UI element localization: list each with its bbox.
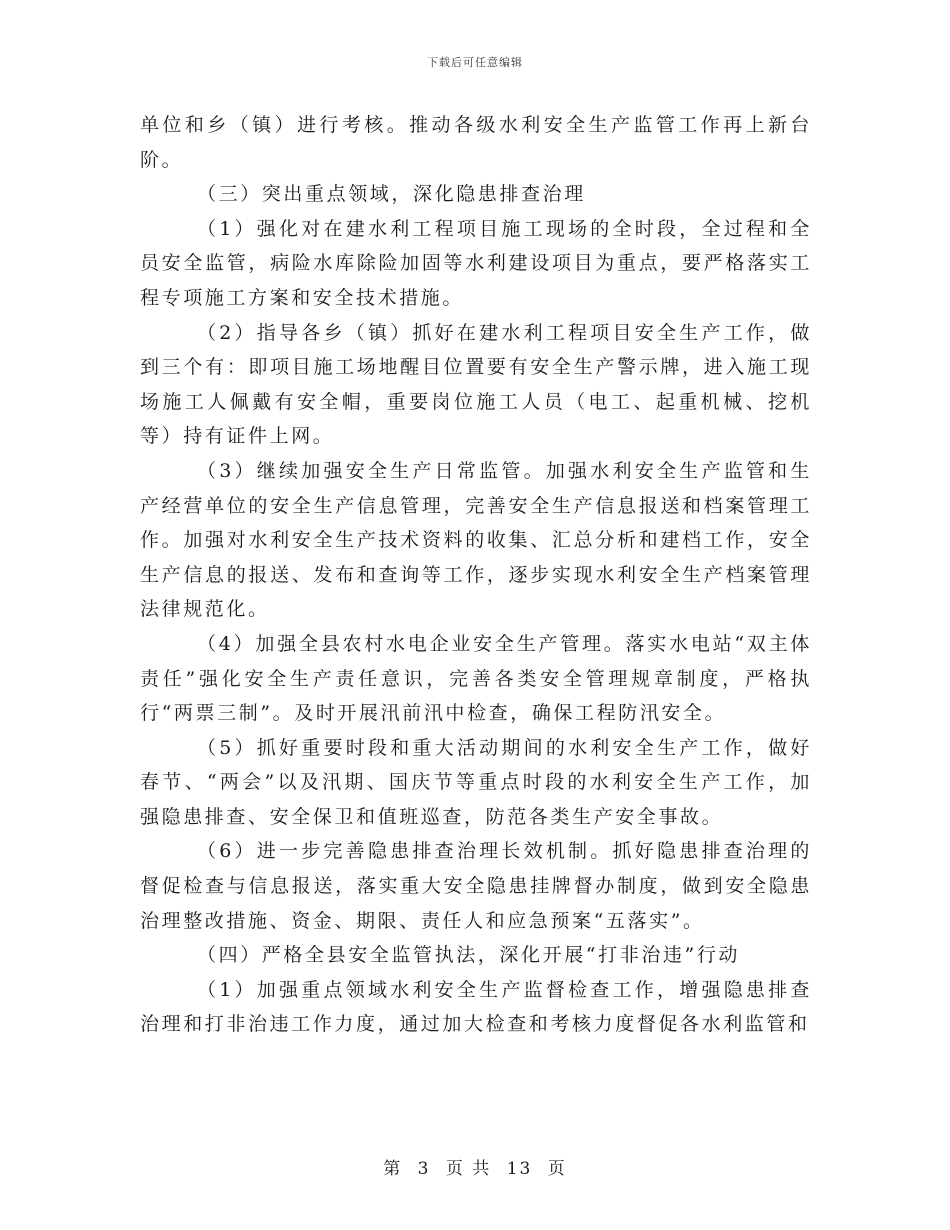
paragraph: （1）强化对在建水利工程项目施工现场的全时段，全过程和全员安全监管，病险水库除险加固等水利建设项目为重点，要严格落实工程专项施工方案和安全技术措施。 bbox=[140, 217, 812, 309]
current-page-number: 3 bbox=[417, 1159, 431, 1179]
header-note: 下载后可任意编辑 bbox=[427, 56, 523, 69]
paragraph: （1）加强重点领域水利安全生产监督检查工作，增强隐患排查治理和打非治违工作力度，通过加大检查和考核力度督促各水利监管和 bbox=[140, 978, 812, 1036]
paragraph: （4）加强全县农村水电企业安全生产管理。落实水电站“双主体责任”强化安全生产责任意识，完善各类安全管理规章制度，严格执行“两票三制”。及时开展汛前汛中检查，确保工程防汛安全。 bbox=[140, 632, 812, 725]
paragraph: 单位和乡（镇）进行考核。推动各级水利安全生产监管工作再上新台阶。 bbox=[140, 114, 812, 171]
section-heading: （四）严格全县安全监管执法，深化开展“打非治违”行动 bbox=[197, 944, 741, 967]
footer-prefix: 第 bbox=[383, 1159, 403, 1179]
page-footer bbox=[0, 1154, 950, 1179]
paragraph: （2）指导各乡（镇）抓好在建水利工程项目安全生产工作，做到三个有：即项目施工场地醒目位置要有安全生产警示牌，进入施工现场施工人佩戴有安全帽，重要岗位施工人员（电工、起重机械、挖机等）持有证件上网。 bbox=[140, 321, 812, 448]
paragraph: （6）进一步完善隐患排查治理长效机制。抓好隐患排查治理的督促检查与信息报送，落实重大安全隐患挂牌督办制度，做到安全隐患治理整改措施、资金、期限、责任人和应急预案“五落实”。 bbox=[140, 840, 812, 932]
total-pages-number: 13 bbox=[506, 1159, 533, 1179]
paragraph: （5）抓好重要时段和重大活动期间的水利安全生产工作，做好春节、“两会”以及汛期、国庆节等重点时段的水利安全生产工作，加强隐患排查、安全保卫和值班巡查，防范各类生产安全事故。 bbox=[140, 736, 812, 828]
section-heading: （三）突出重点领域，深化隐患排查治理 bbox=[197, 183, 586, 206]
document-body bbox=[140, 108, 812, 1042]
footer-middle: 页 共 bbox=[445, 1159, 492, 1179]
paragraph: （3）继续加强安全生产日常监管。加强水利安全生产监管和生产经营单位的安全生产信息管理，完善安全生产信息报送和档案管理工作。加强对水利安全生产技术资料的收集、汇总分析和建档工作，安全生产信息的报送、发布和查询等工作，逐步实现水利安全生产档案管理法律规范化。 bbox=[140, 459, 812, 621]
footer-suffix: 页 bbox=[547, 1159, 567, 1179]
